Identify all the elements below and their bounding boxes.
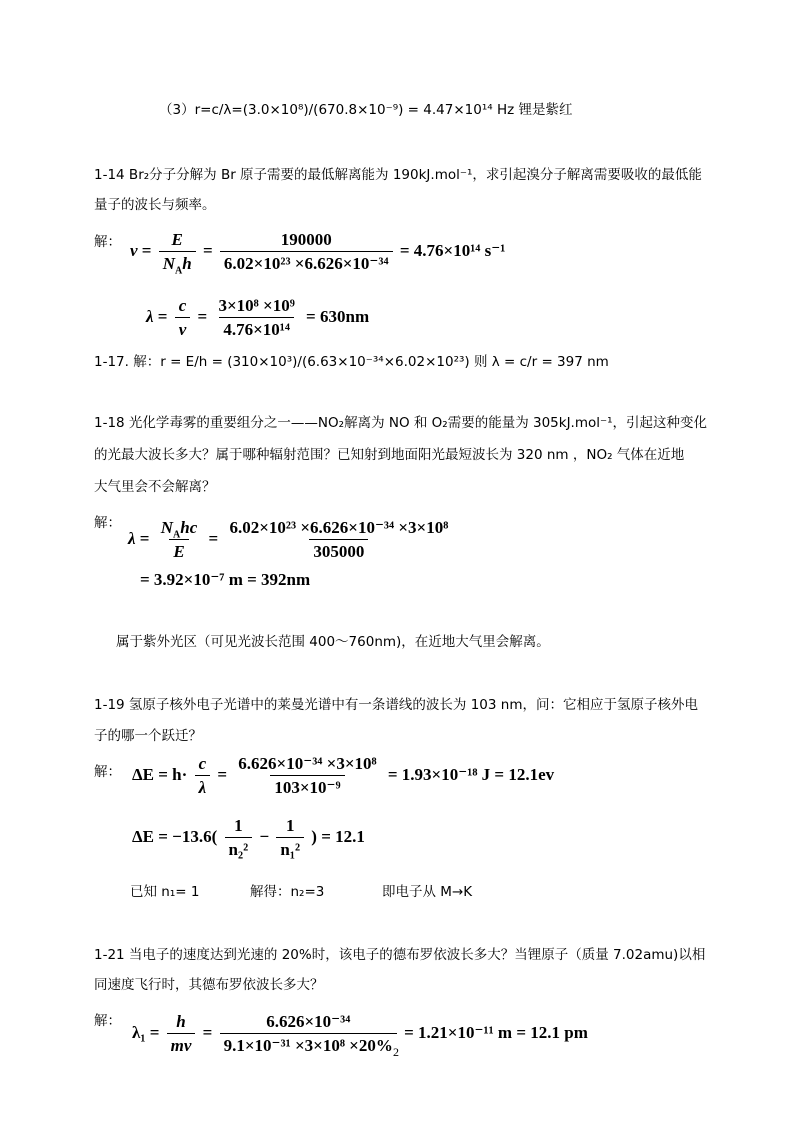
subscript: A	[175, 265, 183, 277]
fraction-denominator: 6.02×10²³ ×6.626×10⁻³⁴	[220, 251, 393, 274]
page-number: 2	[393, 1045, 399, 1059]
answer-1-19-solved: 解得：n₂=3	[250, 884, 325, 900]
equation-result: ) = 12.1	[311, 826, 365, 846]
solution-label: 解：	[94, 1013, 121, 1029]
problem-1-21-line1: 1-21 当电子的速度达到光速的 20%时，该电子的德布罗依波长多大？当锂原子（质量 7.02amu)以相	[94, 947, 706, 963]
equation-wavelength-1-18-result	[140, 570, 310, 590]
fraction-numerator: 6.626×10⁻³⁴	[266, 1012, 351, 1031]
fraction-denominator: mv	[170, 1036, 192, 1055]
fraction-denominator: n₂²	[225, 837, 253, 860]
equation-wavelength-1-18: λ = $\frac{N_Ahc}{E}$ = $\frac{\text{6.02×10²³ ×6.626×10⁻³⁴ ×3×10⁸}}{305000}$	[128, 518, 455, 562]
fraction-numerator: N	[160, 518, 174, 537]
fraction-numerator: 1	[234, 816, 243, 835]
equation-lhs: ΔE = h·	[132, 764, 188, 784]
fraction-numerator: 6.02×10²³ ×6.626×10⁻³⁴ ×3×10⁸	[229, 518, 449, 537]
fraction-numerator: c	[178, 296, 187, 315]
fraction-numerator: E	[171, 230, 183, 249]
problem-1-18-line2: 的光最大波长多大？属于哪种辐射范围？已知射到地面阳光最短波长为 320 nm ，NO₂ 气体在近地	[94, 447, 685, 463]
fraction-denominator: λ	[198, 778, 207, 797]
fraction-denominator: 9.1×10⁻³¹ ×3×10⁸ ×20%	[220, 1033, 397, 1056]
equation-result: = 3.92×10⁻⁷ m = 392nm	[140, 570, 311, 589]
fraction-denominator: n₁²	[276, 837, 304, 860]
problem-1-14-line2: 量子的波长与频率。	[94, 197, 216, 213]
answer-1-13-part3: （3）r=c/λ=(3.0×10⁸)/(670.8×10⁻⁹) = 4.47×10¹⁴ Hz 锂是紫红	[159, 102, 573, 118]
fraction-numerator: 190000	[280, 230, 332, 249]
equation-energy: ΔE = h· $\frac{c}{\lambda}$ = $\frac{\text{6.626×10⁻³⁴ ×3×10⁸}}{\text{103×10⁻⁹}}$ = 1.93×10⁻¹⁸ J = 12.1ev	[132, 754, 555, 797]
solution-label: 解：	[94, 234, 121, 250]
equation-frequency: ν = $\frac{E}{N_Ah}$ = $\frac{190000}{\text{6.02×10²³ ×6.626×10⁻³⁴}}$ = 4.76×10¹⁴ s⁻¹	[130, 230, 506, 277]
fraction-denominator: ν	[178, 320, 187, 339]
equation-debroglie: λ₁ = $\frac{h}{mv}$ = $\frac{\text{6.626×10⁻³⁴}}{\text{9.1×10⁻³¹ ×3×10⁸ ×20\%}}$ = 1.21×10⁻¹¹ m = 12.1 pm	[132, 1012, 588, 1055]
problem-1-18-line1: 1-18 光化学毒雾的重要组分之一——NO₂解离为 NO 和 O₂需要的能量为 305kJ.mol⁻¹，引起这种变化	[94, 415, 708, 431]
answer-1-18-conclusion: 属于紫外光区（可见光波长范围 400～760nm)，在近地大气里会解离。	[116, 634, 550, 650]
problem-1-14-line1: 1-14 Br₂分子分解为 Br 原子需要的最低解离能为 190kJ.mol⁻¹，求引起溴分子解离需要吸收的最低能	[94, 167, 702, 183]
equation-result: = 1.21×10⁻¹¹ m = 12.1 pm	[404, 1022, 588, 1042]
fraction-denominator: 103×10⁻⁹	[270, 775, 344, 798]
equation-result: = 1.93×10⁻¹⁸ J = 12.1ev	[387, 764, 555, 784]
fraction-numerator: 1	[285, 816, 295, 835]
fraction-numerator: 6.626×10⁻³⁴ ×3×10⁸	[238, 754, 377, 773]
equation-result: = 630nm	[306, 306, 370, 326]
equation-lhs: ΔE = −13.6(	[132, 826, 218, 846]
equation-rydberg: ΔE = −13.6( $\frac{1}{\text{n₂²}}$ − $\frac{1}{\text{n₁²}}$ ) = 12.1	[132, 816, 365, 859]
problem-1-19-line1: 1-19 氢原子核外电子光谱中的莱曼光谱中有一条谱线的波长为 103 nm，问：它相应于氢原子核外电	[94, 697, 698, 713]
solution-label: 解：	[94, 764, 121, 780]
fraction-numerator: h	[176, 1012, 186, 1031]
symbol-hc: hc	[180, 518, 198, 537]
answer-1-19-conclusion: 即电子从 M→K	[382, 884, 473, 900]
answer-1-17: 1-17. 解：r = E/h = (310×10³)/(6.63×10⁻³⁴×6.02×10²³) 则 λ = c/r = 397 nm	[94, 354, 609, 370]
symbol-h: h	[182, 254, 192, 273]
problem-1-21-line2: 同速度飞行时，其德布罗依波长多大？	[94, 977, 324, 993]
problem-1-19-line2: 子的哪一个跃迁？	[94, 728, 202, 744]
symbol-lambda: λ	[128, 528, 136, 548]
problem-1-18-line3: 大气里会不会解离？	[94, 479, 216, 495]
symbol-lambda: λ	[146, 306, 154, 326]
equation-result: = 4.76×10¹⁴ s⁻¹	[399, 240, 506, 260]
fraction-numerator: 3×10⁸ ×10⁹	[218, 296, 295, 315]
fraction-denominator: E	[173, 542, 185, 561]
equation-wavelength-1-14: λ = $\frac{c}{\nu}$ = $\frac{\text{3×10⁸ ×10⁹}}{\text{4.76×10¹⁴}}$ = 630nm	[146, 296, 370, 339]
answer-1-19-given: 已知 n₁= 1	[130, 884, 200, 900]
fraction-numerator: c	[198, 754, 207, 773]
fraction-denominator: 4.76×10¹⁴	[219, 317, 294, 340]
solution-label: 解：	[94, 515, 121, 531]
symbol-nu: ν	[130, 240, 138, 260]
fraction-denominator: N	[162, 254, 176, 273]
equation-lhs: λ₁ =	[132, 1022, 160, 1042]
fraction-denominator: 305000	[309, 539, 368, 562]
subscript: A	[173, 529, 181, 541]
